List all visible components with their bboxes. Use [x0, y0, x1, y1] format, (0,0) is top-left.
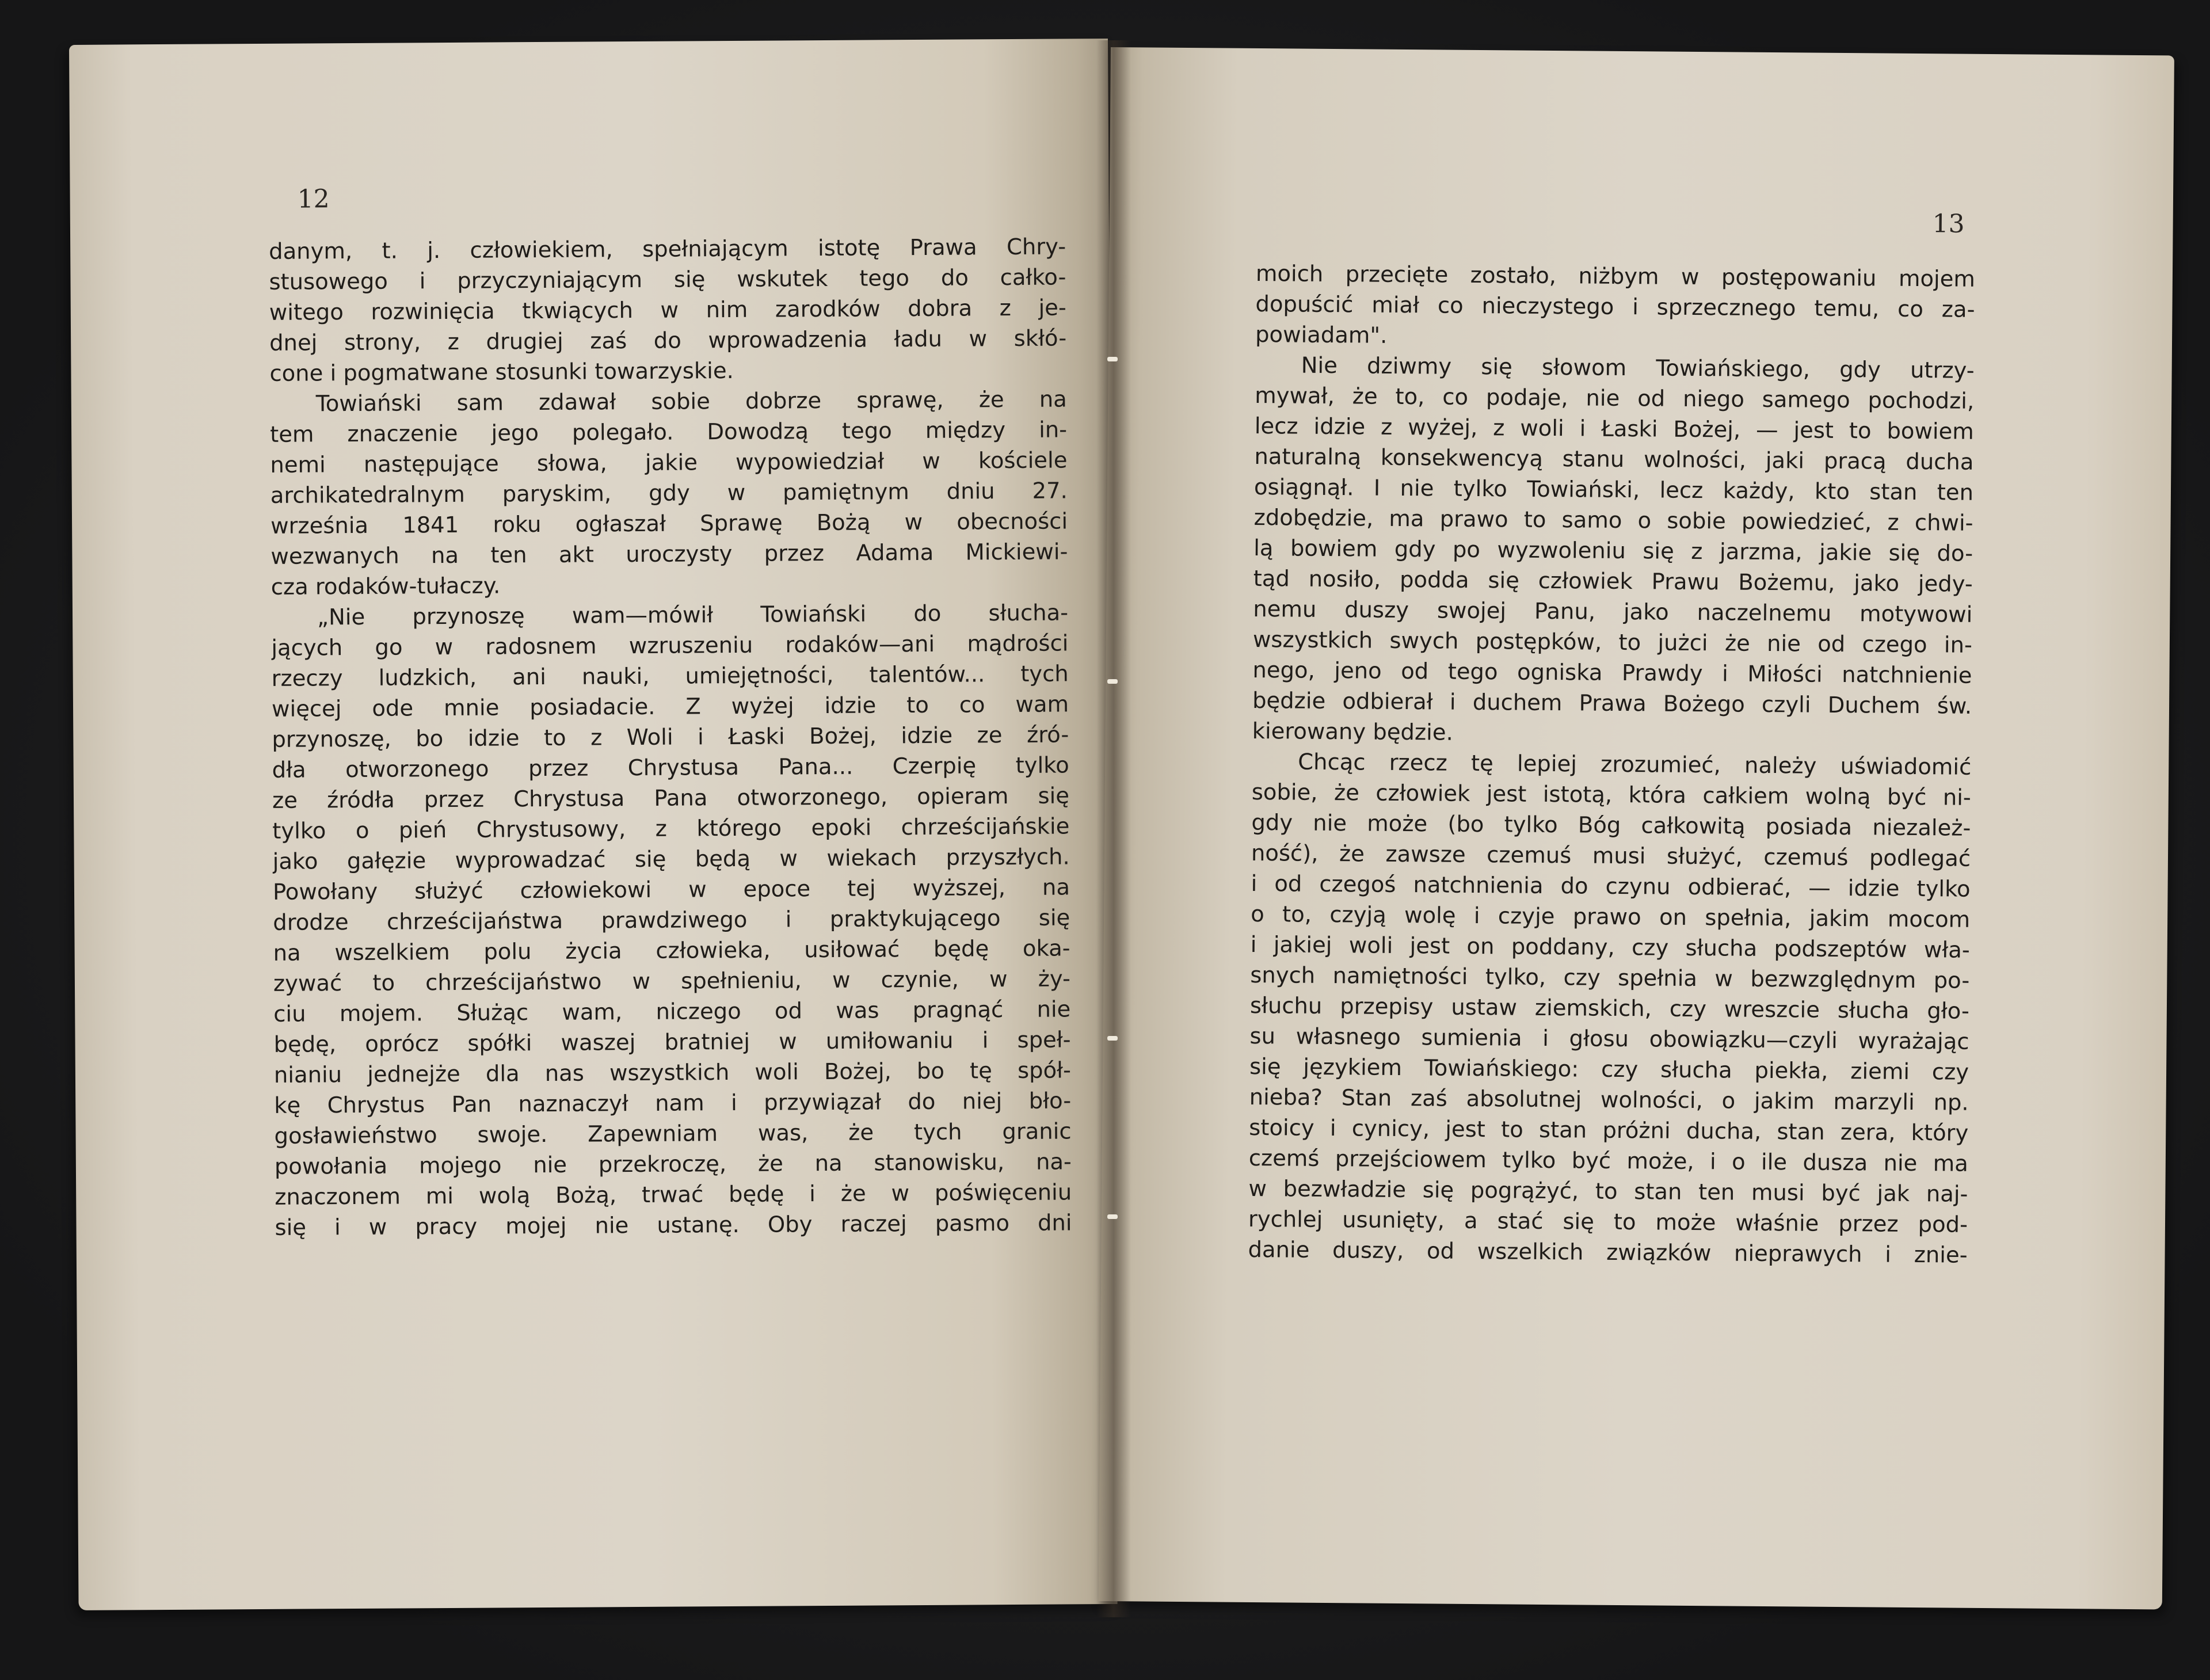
text-line: rzeczy ludzkich, ani nauki, umiejętności, talentów... tych — [271, 661, 1069, 692]
text-line: gosławieństwo swoje. Zapewniam was, że tych granic — [274, 1118, 1072, 1149]
right-page — [1099, 47, 2174, 1609]
text-line: Nie dziwmy się słowom Towiańskiego, gdy utrzy- — [1301, 352, 1975, 384]
text-line: znaczonem mi wolą Bożą, trwać będę i że w poświęceniu — [275, 1179, 1072, 1210]
text-line: Chcąc rzecz tę lepiej zrozumieć, należy uświadomić — [1298, 749, 1972, 780]
text-line: dła otworzonego przez Chrystusa Pana... Czerpię tylko — [272, 752, 1069, 783]
text-line: cza rodaków-tułaczy. — [270, 573, 501, 600]
text-line: na wszelkiem polu życia człowieka, usiłować będę oka- — [273, 935, 1070, 966]
left-page-text — [269, 231, 1072, 1243]
text-line: nieba? Stan zaś absolutnej wolności, o jakim marzyli np. — [1249, 1084, 1969, 1116]
text-line: powołania mojego nie przekroczę, że na stanowisku, na- — [274, 1149, 1072, 1180]
text-line: tylko o pień Chrystusowy, z którego epoki chrześcijańskie — [272, 813, 1070, 844]
text-line: stoicy i cynicy, jest to stan próżni ducha, stan zera, który — [1249, 1114, 1969, 1146]
text-line: naturalną konsekwencyą stanu wolności, jaki pracą ducha — [1254, 443, 1974, 475]
text-line: wezwanych na ten akt uroczysty przez Adama Mickiewi- — [270, 539, 1068, 570]
text-line: tąd nosiło, podda się człowiek Prawu Bożemu, jako jedy- — [1253, 565, 1973, 597]
text-line: ność), że zawsze czemuś musi służyć, czemuś podlegać — [1251, 840, 1971, 872]
text-line: i jakiej woli jest on poddany, czy słucha podszeptów wła- — [1250, 931, 1970, 963]
text-line: cone i pogmatwane stosunki towarzyskie. — [269, 357, 734, 387]
text-line: jako gałęzie wyprowadzać się będą w wiekach przyszłych. — [272, 844, 1070, 875]
text-line: gdy nie może (bo tylko Bóg całkowitą posiada niezależ- — [1251, 809, 1971, 841]
text-line: nego, jeno od tego ogniska Prawdy i Miłości natchnienie — [1252, 657, 1972, 689]
left-page-number: 12 — [297, 184, 330, 214]
text-line: osiągnął. I nie tylko Towiański, lecz każdy, kto stan ten — [1253, 474, 1974, 506]
text-line: wszystkich swych postępków, to jużci że nie od czego in- — [1252, 626, 1973, 658]
text-line: kę Chrystus Pan naznaczył nam i przywiązał do niej bło- — [274, 1088, 1072, 1119]
text-line: lą bowiem gdy po wyzwoleniu się z jarzma, jakie się do- — [1253, 535, 1973, 567]
text-line: więcej ode mnie posiadacie. Z wyżej idzie to co wam — [271, 691, 1069, 722]
text-line: „Nie przynoszę wam—mówił Towiański do słucha- — [317, 600, 1069, 631]
text-line: będzie odbierał i duchem Prawa Bożego czyli Duchem św. — [1252, 687, 1972, 719]
binding-stitch — [1107, 1214, 1118, 1219]
text-line: będę, oprócz spółki waszej bratniej w umiłowaniu i speł- — [273, 1027, 1071, 1058]
text-line: zdobędzie, ma prawo to samo o sobie powiedzieć, z chwi- — [1253, 504, 1973, 536]
text-line: snych namiętności tylko, czy spełnia w bezwzględnym po- — [1250, 962, 1970, 994]
text-line: witego rozwinięcia tkwiących w nim zarodków dobra z je- — [269, 295, 1066, 326]
text-line: ze źródła przez Chrystusa Pana otworzonego, opieram się — [272, 783, 1070, 814]
text-line: danie duszy, od wszelkich związków nieprawych i znie- — [1248, 1236, 1968, 1268]
text-line: nianiu jednejże dla nas wszystkich woli Bożej, bo tę spół- — [273, 1057, 1072, 1088]
text-line: su własnego sumienia i głosu obowiązku—czyli wyrażając — [1249, 1023, 1969, 1055]
text-line: czemś przejściowem tylko być może, i o ile dusza nie ma — [1248, 1145, 1968, 1177]
text-line: Towiański sam zdawał sobie dobrze sprawę, że na — [315, 386, 1067, 417]
text-line: rychlej usunięty, a stać się to może właśnie przez pod- — [1248, 1206, 1968, 1238]
left-page — [69, 39, 1118, 1610]
text-line: zywać to chrześcijaństwo w spełnieniu, w czynie, w ży- — [273, 966, 1071, 997]
binding-stitch — [1107, 679, 1118, 684]
text-line: się i w pracy mojej nie ustanę. Oby raczej pasmo dni — [275, 1210, 1072, 1241]
text-line: przynoszę, bo idzie to z Woli i Łaski Bożej, idzie ze źró- — [272, 722, 1069, 753]
text-line: danym, t. j. człowiekiem, spełniającym istotę Prawa Chry- — [269, 234, 1066, 265]
right-page-number: 13 — [1932, 209, 1965, 239]
book-gutter — [1096, 40, 1131, 1617]
text-line: się językiem Towiańskiego: czy słucha piekła, ziemi czy — [1249, 1053, 1969, 1085]
text-line: Powołany służyć człowiekowi w epoce tej wyższej, na — [272, 874, 1070, 905]
text-line: tem znaczenie jego polegało. Dowodzą tego między in- — [270, 417, 1068, 448]
binding-stitch — [1107, 357, 1118, 361]
text-line: ciu mojem. Służąc wam, niczego od was pragnąć nie — [273, 996, 1071, 1027]
text-line: jących go w radosnem wzruszeniu rodaków—ani mądrości — [271, 630, 1069, 661]
text-line: słuchu przepisy ustaw ziemskich, czy wreszcie słucha gło- — [1249, 992, 1970, 1024]
text-line: nemu duszy swojej Panu, jako naczelnemu motywowi — [1253, 596, 1973, 628]
text-line: o to, czyją wolę i czyje prawo on spełnia, jakim mocom — [1250, 901, 1971, 933]
text-line: kierowany będzie. — [1252, 718, 1453, 746]
text-line: dopuścić miał co nieczystego i sprzecznego temu, co za- — [1255, 291, 1975, 323]
text-line: w bezwładzie się pogrążyć, to stan ten musi być jak naj- — [1248, 1175, 1968, 1207]
text-line: powiadam". — [1255, 321, 1388, 349]
text-line: nemi następujące słowa, jakie wypowiedział w kościele — [270, 447, 1068, 478]
text-line: i od czegoś natchnienia do czynu odbierać, — idzie tylko — [1251, 870, 1971, 902]
text-line: moich przecięte zostało, niżbym w postępowaniu mojem — [1255, 260, 1976, 292]
right-page-text — [1248, 258, 1975, 1271]
text-line: dnej strony, z drugiej zaś do wprowadzenia ładu w skłó- — [269, 325, 1067, 356]
text-line: archikatedralnym paryskim, gdy w pamiętnym dniu 27. — [270, 478, 1068, 509]
text-line: mywał, że to, co podaje, nie od niego samego pochodzi, — [1255, 382, 1975, 414]
text-line: drodze chrześcijaństwa prawdziwego i praktykującego się — [273, 905, 1070, 936]
text-line: lecz idzie z wyżej, z woli i Łaski Bożej, — jest to bowiem — [1254, 413, 1974, 445]
text-line: września 1841 roku ogłaszał Sprawę Bożą w obecności — [270, 508, 1068, 539]
binding-stitch — [1107, 1036, 1118, 1041]
text-line: sobie, że człowiek jest istotą, która całkiem wolną być ni- — [1251, 779, 1971, 811]
text-line: stusowego i przyczyniającym się wskutek tego do całko- — [269, 264, 1066, 295]
